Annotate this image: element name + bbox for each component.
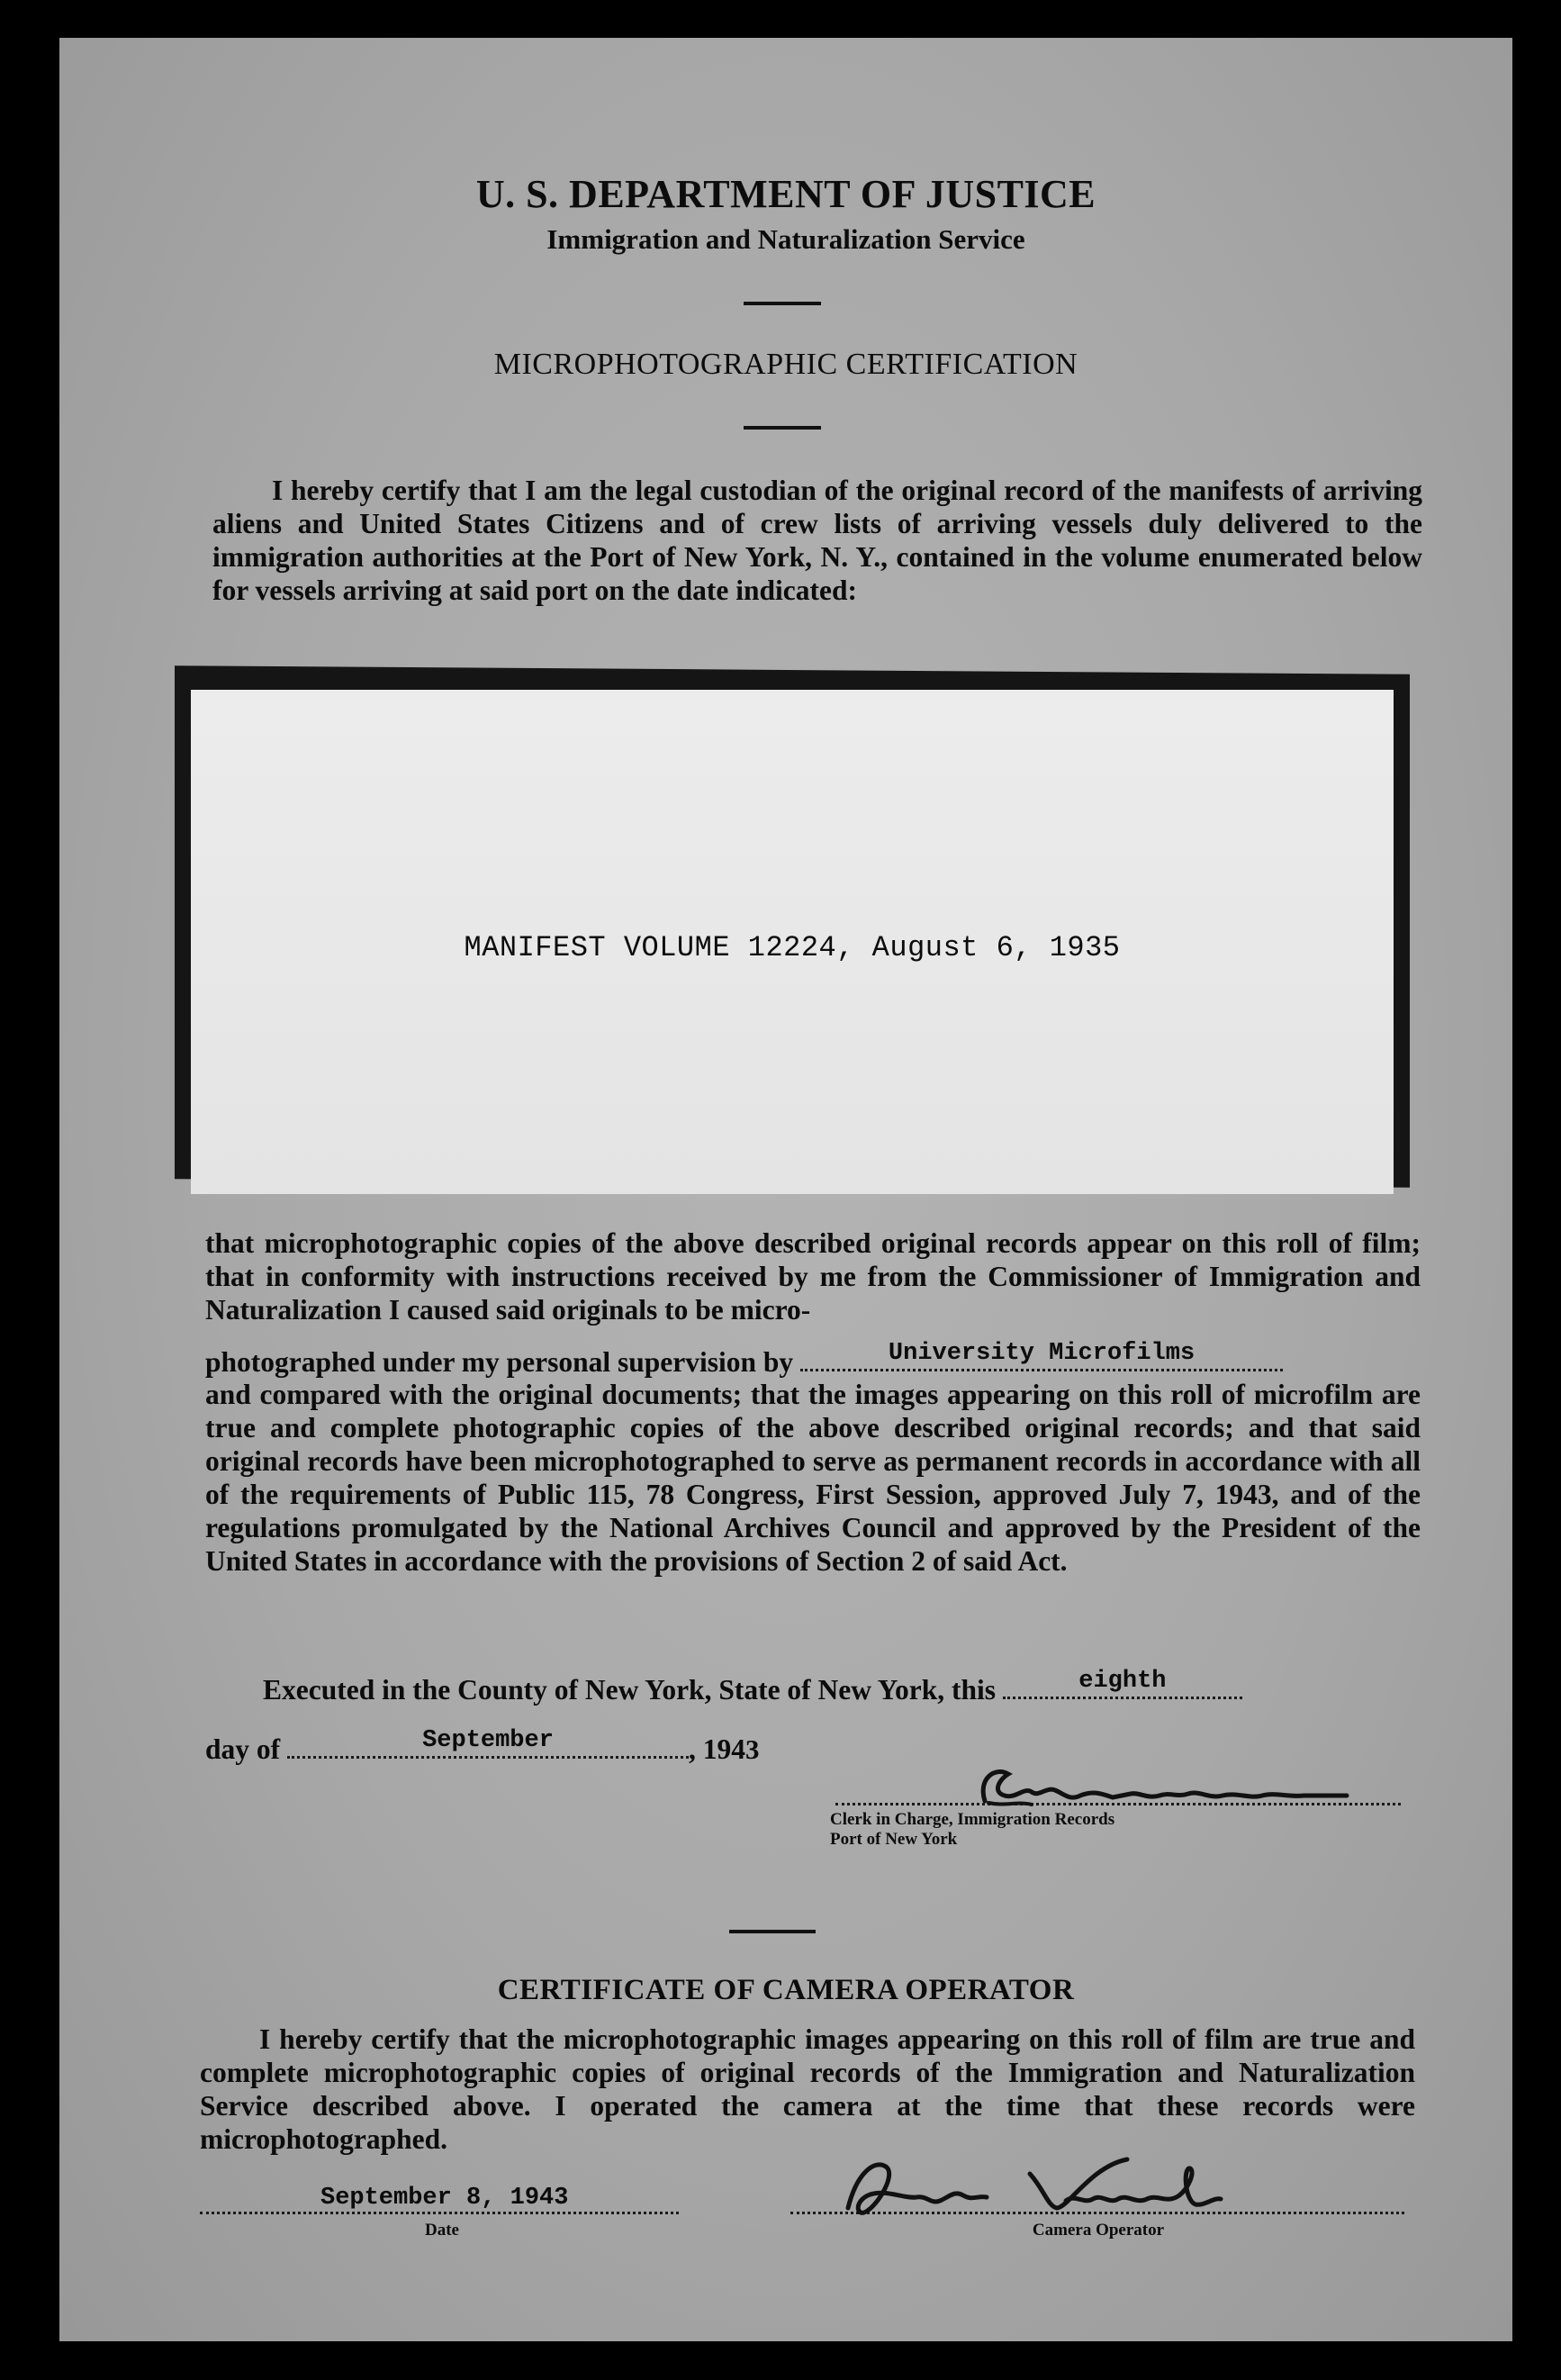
intro-text: I hereby certify that I am the legal custodian of the original record of the manifests of arriving aliens and United States Citizens and of crew lists of arriving vessels duly delivered to the immigration authorities at the Port of New York, N. Y., contained in the volume enumerated below for vessels arriving at said port on the date indicated: bbox=[212, 475, 1422, 606]
photographer-value: University Microfilms bbox=[888, 1340, 1196, 1367]
executed-prefix: Executed in the County of New York, State of New York, this bbox=[263, 1674, 997, 1706]
intro-paragraph bbox=[212, 474, 1422, 607]
year-field bbox=[745, 1733, 798, 1766]
clerk-title: Clerk in Charge, Immigration Records bbox=[830, 1810, 1115, 1829]
clerk-location: Port of New York bbox=[830, 1830, 958, 1849]
operator-label: Camera Operator bbox=[1032, 2221, 1165, 2240]
clerk-block bbox=[830, 1810, 1114, 1850]
certificate-page bbox=[59, 38, 1512, 2341]
body-text-2: and compared with the original documents; that the images appearing on this roll of microfilm are true and complete photographic copies of the above described original records; and that said original records have been microphotographed to serve as permanent records in accordance with all of the requirements of Public 115, 78 Congress, First Session, approved July 7, 1943, and of the regulations promulgated by the National Archives Council and approved by the President of the United States in accordance with the provisions of Section 2 of said Act. bbox=[205, 1379, 1421, 1577]
divider-heading bbox=[744, 426, 821, 430]
divider-top bbox=[744, 302, 821, 305]
month-value: September bbox=[422, 1727, 554, 1754]
year-digit: 3 bbox=[745, 1733, 760, 1765]
body-paragraph-bottom bbox=[205, 1378, 1421, 1578]
body-text-1: that microphotographic copies of the above described original records appear on this roll of film; that in conformity with instructions received by me from the Commissioner of Immigration and Naturalization I caused said originals to be micro- bbox=[205, 1227, 1421, 1326]
body-paragraph-top bbox=[205, 1226, 1421, 1326]
photographer-field bbox=[800, 1342, 1283, 1371]
operator-signature bbox=[821, 2154, 1253, 2226]
certification-heading: MICROPHOTOGRAPHIC CERTIFICATION bbox=[493, 348, 1078, 381]
executed-line bbox=[263, 1670, 1242, 1706]
month-field bbox=[287, 1729, 689, 1759]
photographer-line bbox=[205, 1342, 1283, 1379]
photographer-prefix: photographed under my personal supervision by bbox=[205, 1346, 794, 1378]
day-of-line bbox=[205, 1729, 798, 1766]
executed-day-value: eighth bbox=[1078, 1668, 1167, 1695]
date-label: Date bbox=[425, 2221, 459, 2240]
camera-heading: CERTIFICATE OF CAMERA OPERATOR bbox=[497, 1974, 1075, 2006]
date-line bbox=[200, 2212, 679, 2214]
department-title: U. S. DEPARTMENT OF JUSTICE bbox=[475, 172, 1096, 216]
year-prefix: , 194 bbox=[689, 1733, 746, 1765]
day-of-label: day of bbox=[205, 1733, 281, 1765]
service-subtitle: Immigration and Naturalization Service bbox=[546, 223, 1025, 255]
divider-camera bbox=[729, 1930, 816, 1933]
camera-paragraph bbox=[200, 2023, 1415, 2156]
executed-day-field bbox=[1003, 1670, 1242, 1699]
camera-text: I hereby certify that the microphotographic images appearing on this roll of film are true and complete microphotographic copies of original records of the Immigration and Naturalization Service described above. I operated the camera at the time that these records were microphotographed. bbox=[200, 2023, 1415, 2155]
date-value: September 8, 1943 bbox=[320, 2185, 569, 2212]
manifest-volume-text: MANIFEST VOLUME 12224, August 6, 1935 bbox=[464, 931, 1121, 964]
manifest-card bbox=[191, 690, 1394, 1194]
